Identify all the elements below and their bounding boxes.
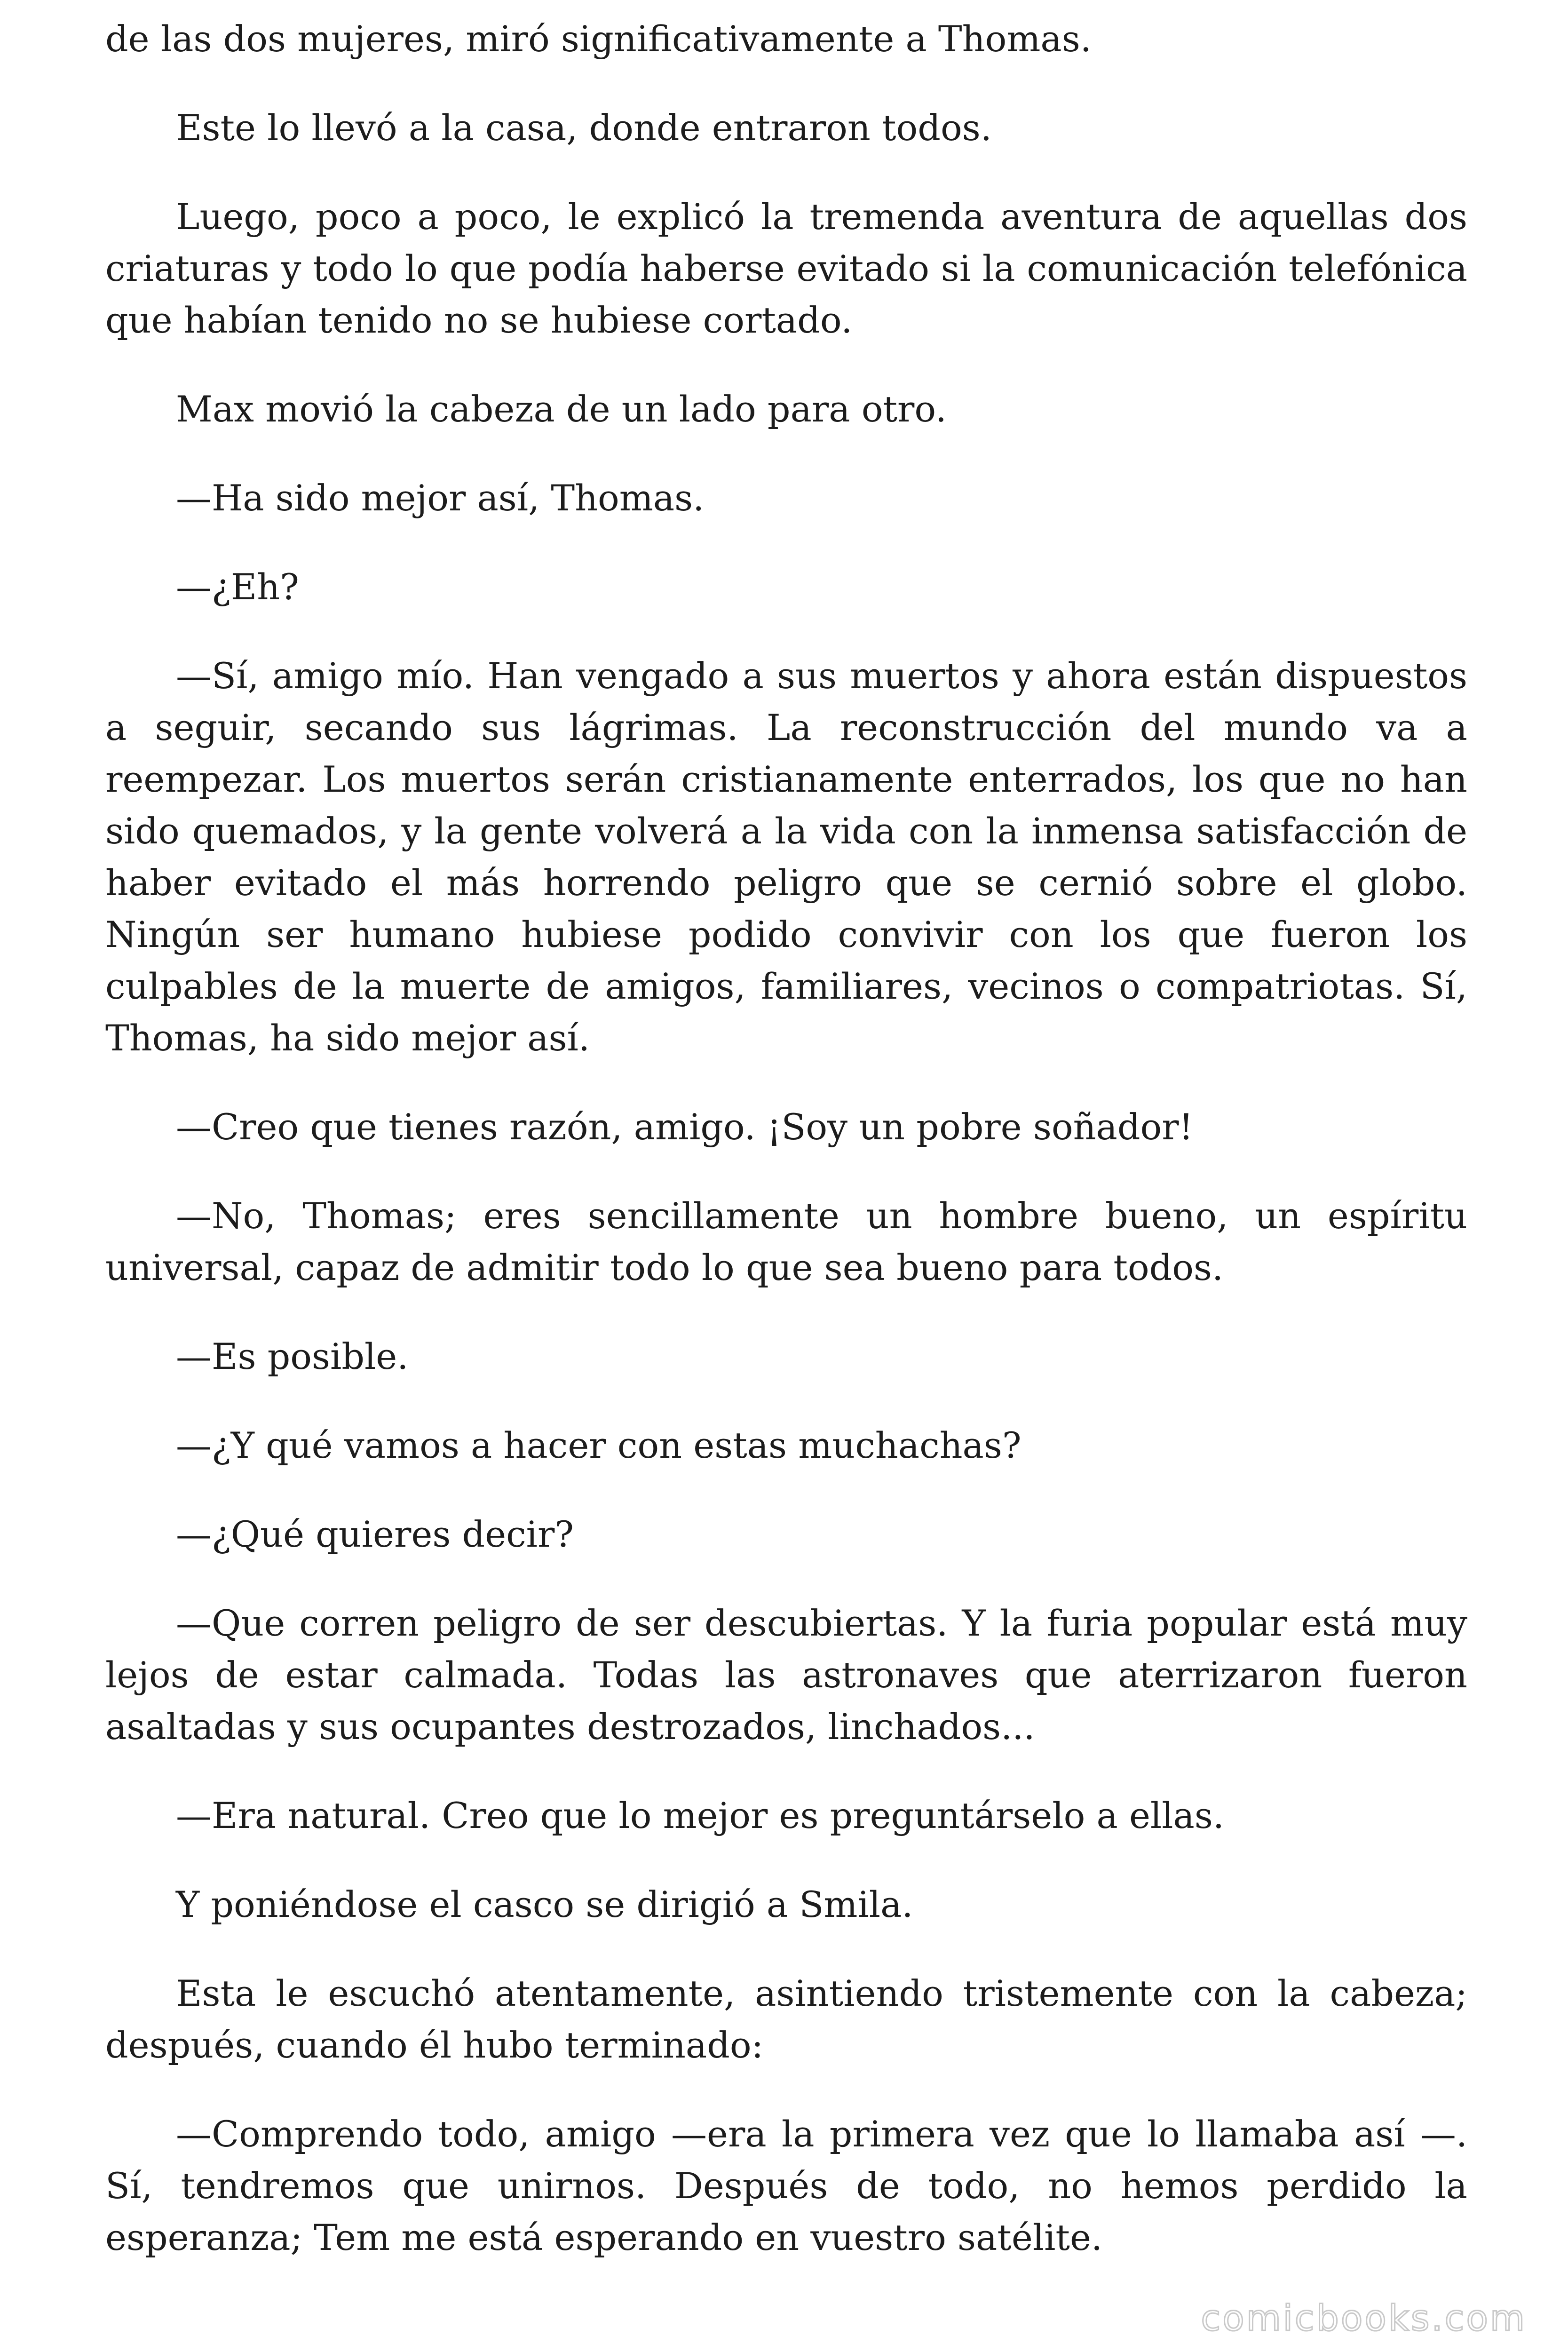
dialogue-line: —¿Y qué vamos a hacer con estas muchachas? (176, 1424, 1022, 1466)
paragraph: Y poniéndose el casco se dirigió a Smila. (176, 1883, 913, 1925)
paragraph-continuation: de las dos mujeres, miró significativamente a Thomas. (105, 18, 1092, 60)
dialogue-line: —¿Eh? (176, 566, 299, 608)
paragraph: Esta le escuchó atentamente, asintiendo tristemente con la cabeza; después, cuando él hubo terminado: (105, 1972, 1467, 2066)
dialogue-line: —¿Qué quieres decir? (176, 1513, 574, 1555)
dialogue-line: —Que corren peligro de ser descubiertas. Y la furia popular está muy lejos de estar calmada. Todas las astronaves que aterrizaron fueron asaltadas y sus ocupantes destrozados, linchados... (105, 1602, 1467, 1748)
dialogue-line: —Creo que tienes razón, amigo. ¡Soy un pobre soñador! (176, 1106, 1194, 1148)
dialogue-line: —Era natural. Creo que lo mejor es preguntárselo a ellas. (176, 1795, 1225, 1836)
paragraph: Este lo llevó a la casa, donde entraron todos. (176, 107, 992, 149)
dialogue-line: —Es posible. (176, 1335, 409, 1377)
paragraph: Luego, poco a poco, le explicó la tremenda aventura de aquellas dos criaturas y todo lo que podía haberse evitado si la comunicación telefónica que habían tenido no se hubiese cortado. (105, 196, 1467, 341)
dialogue-line: —Sí, amigo mío. Han vengado a sus muertos y ahora están dispuestos a seguir, secando sus lágrimas. La reconstrucción del mundo va a reempezar. Los muertos serán cristianamente enterrados, los que no han sido quemados, y la gente volverá a la vida con la inmensa satisfacción de haber evitado el más horrendo peligro que se cernió sobre el globo. Ningún ser humano hubiese podido convivir con los que fueron los culpables de la muerte de amigos, familiares, vecinos o compatriotas. Sí, Thomas, ha sido mejor así. (105, 655, 1467, 1059)
dialogue-line: —Comprendo todo, amigo —era la primera vez que lo llamaba así —. Sí, tendremos que unirnos. Después de todo, no hemos perdido la esperanza; Tem me está esperando en vuestro satélite. (105, 2113, 1467, 2258)
book-page-body (105, 13, 1467, 2301)
watermark-logo: comicbooks.com (1201, 2297, 1527, 2339)
paragraph: Max movió la cabeza de un lado para otro. (176, 388, 947, 430)
dialogue-line: —No, Thomas; eres sencillamente un hombre bueno, un espíritu universal, capaz de admitir todo lo que sea bueno para todos. (105, 1195, 1467, 1288)
dialogue-line: —Ha sido mejor así, Thomas. (176, 477, 705, 519)
